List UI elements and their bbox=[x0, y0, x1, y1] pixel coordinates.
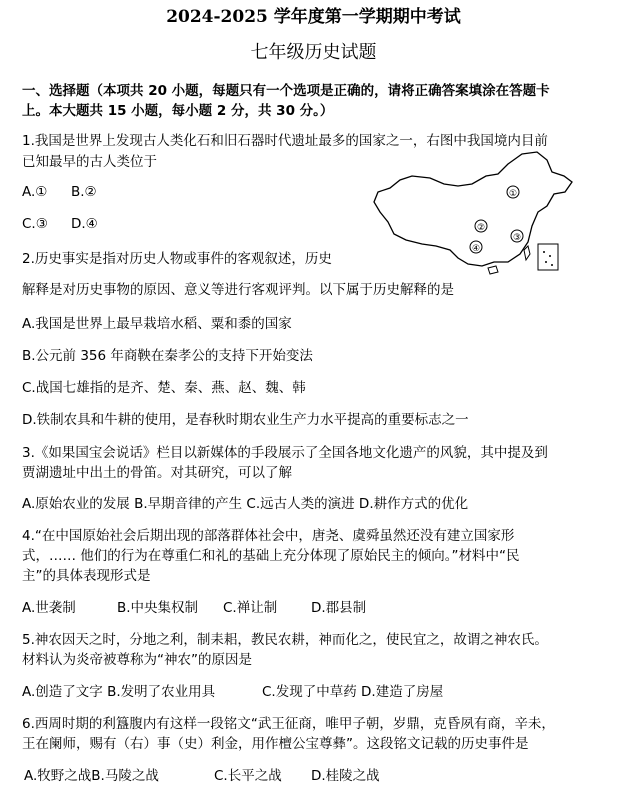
map-marker-1-label: ① bbox=[508, 189, 518, 199]
q5-stem-line2: 材料认为炎帝被尊称为“神农”的原因是 bbox=[22, 652, 252, 668]
section-heading-line1: 一、选择题（本项共 20 小题，每题只有一个选项是正确的，请将正确答案填涂在答题卡 bbox=[22, 83, 550, 99]
hainan-outline bbox=[488, 266, 498, 274]
map-marker-2-label: ② bbox=[476, 223, 486, 233]
q2-option-b[interactable]: B.公元前 356 年商鞅在秦孝公的支持下开始变法 bbox=[22, 348, 313, 364]
q6-stem-line1: 6.西周时期的利簋腹内有这样一段铭文“武王征商，唯甲子朝，岁鼎，克昏夙有商，辛未， bbox=[22, 716, 555, 732]
q2-stem-line1: 2.历史事实是指对历史人物或事件的客观叙述，历史 bbox=[22, 251, 332, 267]
q3-stem-line2: 贾湖遗址中出土的骨笛。对其研究，可以了解 bbox=[22, 465, 292, 481]
q4-stem-line1: 4.“在中国原始社会后期出现的部落群体社会中，唐尧、虞舜虽然还没有建立国家形 bbox=[22, 528, 515, 544]
map-marker-4-label: ④ bbox=[471, 244, 481, 254]
q4-option-d[interactable]: D.郡县制 bbox=[311, 600, 367, 616]
taiwan-outline bbox=[524, 246, 530, 260]
q1-stem-line1: 1.我国是世界上发现古人类化石和旧石器时代遗址最多的国家之一，右图中我国境内目前 bbox=[22, 133, 548, 149]
q6-options-ab[interactable]: A.牧野之战B.马陵之战 bbox=[24, 768, 159, 784]
q5-stem-line1: 5.神农因天之时，分地之利，制耒耜，教民农耕，神而化之，使民宜之，故谓之神农氏。 bbox=[22, 632, 548, 648]
q1-stem-line2: 已知最早的古人类位于 bbox=[22, 154, 157, 170]
south-sea-inset bbox=[538, 244, 558, 270]
q4-stem-line3: 主”的具体表现形式是 bbox=[22, 568, 151, 584]
q6-option-c[interactable]: C.长平之战 bbox=[214, 768, 282, 784]
q5-options-ab[interactable]: A.创造了文字 B.发明了农业用具 bbox=[22, 684, 216, 700]
q3-options[interactable]: A.原始农业的发展 B.早期音律的产生 C.远古人类的演进 D.耕作方式的优化 bbox=[22, 496, 469, 512]
exam-subtitle: 七年级历史试题 bbox=[250, 42, 377, 63]
map-marker-3-label: ③ bbox=[512, 233, 522, 243]
q5-options-cd[interactable]: C.发现了中草药 D.建造了房屋 bbox=[262, 684, 444, 700]
q6-option-d[interactable]: D.桂陵之战 bbox=[311, 768, 380, 784]
q2-option-c[interactable]: C.战国七雄指的是齐、楚、秦、燕、赵、魏、韩 bbox=[22, 380, 306, 396]
q1-option-a[interactable]: A.① bbox=[22, 184, 48, 200]
q4-stem-line2: 式，…… 他们的行为在尊重仁和礼的基础上充分体现了原始民主的倾向。”材料中“民 bbox=[22, 548, 520, 564]
exam-title: 2024-2025 学年度第一学期期中考试 bbox=[166, 7, 461, 27]
q1-option-c[interactable]: C.③ bbox=[22, 216, 48, 232]
q2-option-d[interactable]: D.铁制农具和牛耕的使用，是春秋时期农业生产力水平提高的重要标志之一 bbox=[22, 412, 469, 428]
q1-option-d[interactable]: D.④ bbox=[71, 216, 98, 232]
q4-option-a[interactable]: A.世袭制 bbox=[22, 600, 76, 616]
section-heading-line2: 上。本大题共 15 小题，每小题 2 分，共 30 分。） bbox=[22, 103, 334, 119]
q4-option-b[interactable]: B.中央集权制 bbox=[117, 600, 199, 616]
q3-stem-line1: 3.《如果国宝会说话》栏目以新媒体的手段展示了全国各地文化遗产的风貌，其中提及到 bbox=[22, 445, 548, 461]
q4-option-c[interactable]: C.禅让制 bbox=[223, 600, 278, 616]
q6-stem-line2: 王在阑师，赐有（右）事（史）利金，用作檀公宝尊彝”。这段铭文记载的历史事件是 bbox=[22, 736, 529, 752]
china-map-figure bbox=[372, 150, 577, 275]
q2-option-a[interactable]: A.我国是世界上最早栽培水稻、粟和黍的国家 bbox=[22, 316, 292, 332]
q2-stem-line2: 解释是对历史事物的原因、意义等进行客观评判。以下属于历史解释的是 bbox=[22, 282, 454, 298]
q1-option-b[interactable]: B.② bbox=[71, 184, 97, 200]
